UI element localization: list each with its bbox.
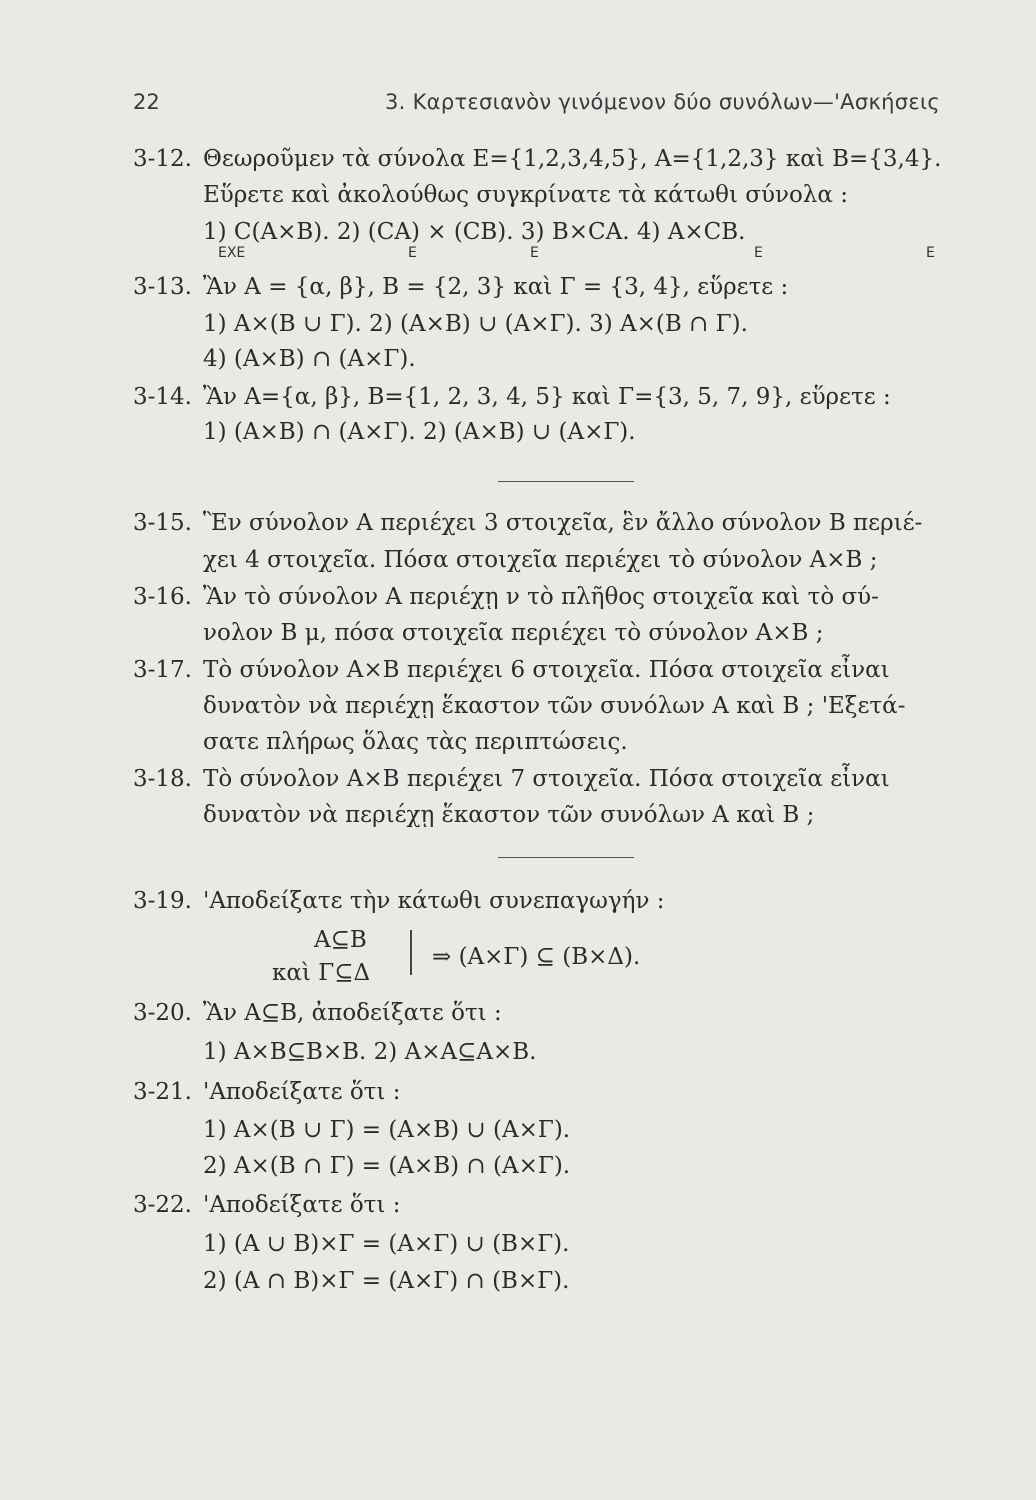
- exercise-line: Ἂν A = {α, β}, B = {2, 3} καὶ Γ = {3, 4}, εὕρετε :: [203, 274, 789, 300]
- exercise-number: 3-13.: [133, 274, 192, 300]
- hypothesis-line: A⊆B: [314, 927, 367, 953]
- exercise-number: 3-19.: [133, 888, 192, 914]
- section-divider: [498, 481, 634, 482]
- exercise-line: 'Αποδείξατε ὅτι :: [203, 1192, 401, 1218]
- exercise-line: Ἓν σύνολον A περιέχει 3 στοιχεῖα, ἓν ἄλλο σύνολον B περιέ-: [203, 510, 923, 536]
- exercise-line: 1) A×B⊆B×B. 2) A×A⊆A×B.: [203, 1039, 537, 1065]
- exercise-line: δυνατὸν νὰ περιέχῃ ἕκαστον τῶν συνόλων A καὶ B ; 'Εξετά-: [203, 693, 906, 719]
- exercise-line: σατε πλήρως ὅλας τὰς περιπτώσεις.: [203, 729, 628, 755]
- exercise-number: 3-14.: [133, 384, 192, 410]
- exercise-number: 3-15.: [133, 510, 192, 536]
- subscript: E: [754, 245, 763, 261]
- exercise-number: 3-16.: [133, 584, 192, 610]
- brace: [410, 930, 412, 975]
- exercise-line: 4) (A×B) ∩ (A×Γ).: [203, 346, 416, 372]
- page-number: 22: [133, 90, 160, 114]
- exercise-number: 3-21.: [133, 1079, 192, 1105]
- exercise-line: Τὸ σύνολον A×B περιέχει 6 στοιχεῖα. Πόσα στοιχεῖα εἶναι: [203, 657, 890, 683]
- exercise-line: χει 4 στοιχεῖα. Πόσα στοιχεῖα περιέχει τὸ σύνολον A×B ;: [203, 547, 878, 573]
- exercise-line: Θεωροῦμεν τὰ σύνολα E={1,2,3,4,5}, A={1,2,3} καὶ B={3,4}.: [203, 146, 942, 172]
- exercise-line: 2) (A ∩ B)×Γ = (A×Γ) ∩ (B×Γ).: [203, 1268, 570, 1294]
- subscript: E: [926, 245, 935, 261]
- exercise-line: Ἂν τὸ σύνολον A περιέχῃ ν τὸ πλῆθος στοιχεῖα καὶ τὸ σύ-: [203, 584, 879, 610]
- exercise-line: 'Αποδείξατε ὅτι :: [203, 1079, 401, 1105]
- exercise-line: δυνατὸν νὰ περιέχῃ ἕκαστον τῶν συνόλων A καὶ B ;: [203, 802, 815, 828]
- exercise-number: 3-18.: [133, 766, 192, 792]
- exercise-line: Ἂν A={α, β}, B={1, 2, 3, 4, 5} καὶ Γ={3, 5, 7, 9}, εὕρετε :: [203, 384, 891, 410]
- exercise-number: 3-17.: [133, 657, 192, 683]
- exercise-line: νολον B μ, πόσα στοιχεῖα περιέχει τὸ σύνολον A×B ;: [203, 620, 824, 646]
- exercise-number: 3-22.: [133, 1192, 192, 1218]
- exercise-line: Ἂν A⊆B, ἀποδείξατε ὅτι :: [203, 1000, 502, 1026]
- exercise-line: Εὕρετε καὶ ἀκολούθως συγκρίνατε τὰ κάτωθι σύνολα :: [203, 182, 848, 208]
- hypothesis-line: καὶ Γ⊆Δ: [272, 960, 371, 986]
- exercise-line: Τὸ σύνολον A×B περιέχει 7 στοιχεῖα. Πόσα στοιχεῖα εἶναι: [203, 766, 890, 792]
- exercise-line: 'Αποδείξατε τὴν κάτωθι συνεπαγωγήν :: [203, 888, 665, 914]
- subscript: EXE: [218, 245, 246, 261]
- exercise-number: 3-12.: [133, 146, 192, 172]
- subscript: E: [530, 245, 539, 261]
- exercise-line: 1) A×(B ∪ Γ) = (A×B) ∪ (A×Γ).: [203, 1117, 571, 1143]
- exercise-line: 1) (A ∪ B)×Γ = (A×Γ) ∪ (B×Γ).: [203, 1231, 570, 1257]
- subscript: E: [408, 245, 417, 261]
- exercise-number: 3-20.: [133, 1000, 192, 1026]
- exercise-line: 1) (A×B) ∩ (A×Γ). 2) (A×B) ∪ (A×Γ).: [203, 419, 636, 445]
- exercise-line: 2) A×(B ∩ Γ) = (A×B) ∩ (A×Γ).: [203, 1153, 571, 1179]
- implication-line: ⇒ (A×Γ) ⊆ (B×Δ).: [432, 944, 641, 970]
- exercise-line: 1) A×(B ∪ Γ). 2) (A×B) ∪ (A×Γ). 3) A×(B ∩ Γ).: [203, 311, 748, 337]
- section-divider: [498, 857, 634, 858]
- exercise-line: 1) C(A×B). 2) (CA) × (CB). 3) B×CA. 4) A×CB.: [203, 219, 746, 245]
- running-title: 3. Καρτεσιανὸν γινόμενον δύο συνόλων—'Ασκήσεις: [385, 90, 941, 114]
